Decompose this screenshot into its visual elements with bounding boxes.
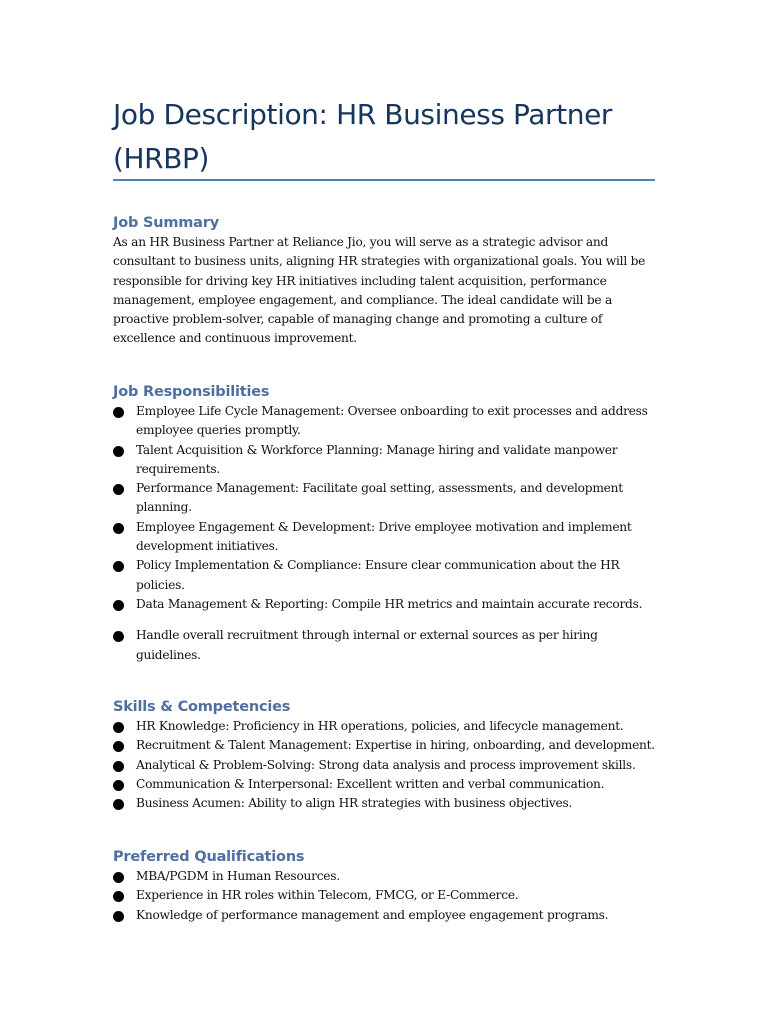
title-underline (113, 179, 655, 181)
job-summary-heading: Job Summary (113, 215, 219, 231)
skills-list (113, 717, 655, 813)
list-item: MBA/PGDM in Human Resources. (113, 867, 655, 886)
bullet-icon (113, 631, 124, 642)
bullet-icon (113, 407, 124, 418)
bullet-icon (113, 891, 124, 902)
list-item: Analytical & Problem-Solving: Strong data analysis and process improvement skills. (113, 756, 655, 775)
qualifications-list (113, 867, 655, 925)
list-item: Knowledge of performance management and employee engagement programs. (113, 906, 655, 925)
bullet-icon (113, 523, 124, 534)
bullet-icon (113, 446, 124, 457)
list-item: Communication & Interpersonal: Excellent written and verbal communication. (113, 775, 655, 794)
qualifications-heading: Preferred Qualifications (113, 849, 305, 865)
skills-section (113, 697, 655, 813)
list-item: Data Management & Reporting: Compile HR metrics and maintain accurate records. (113, 595, 655, 614)
list-item: Business Acumen: Ability to align HR strategies with business objectives. (113, 794, 655, 813)
list-item: Employee Life Cycle Management: Oversee onboarding to exit processes and address employee queries promptly. (113, 402, 655, 441)
list-item: Recruitment & Talent Management: Expertise in hiring, onboarding, and development. (113, 736, 655, 755)
bullet-icon (113, 561, 124, 572)
skills-heading: Skills & Competencies (113, 699, 291, 715)
list-item: HR Knowledge: Proficiency in HR operations, policies, and lifecycle management. (113, 717, 655, 736)
list-item: Experience in HR roles within Telecom, FMCG, or E-Commerce. (113, 886, 655, 905)
bullet-icon (113, 872, 124, 883)
job-responsibilities-list (113, 402, 655, 665)
list-item: Handle overall recruitment through internal or external sources as per hiring guidelines. (113, 626, 655, 665)
list-item: Performance Management: Facilitate goal setting, assessments, and development planning. (113, 479, 655, 518)
bullet-icon (113, 911, 124, 922)
list-item: Employee Engagement & Development: Drive employee motivation and implement development initiatives. (113, 518, 655, 557)
document-title: Job Description: HR Business Partner (HRBP) (113, 98, 613, 175)
bullet-icon (113, 780, 124, 791)
bullet-icon (113, 722, 124, 733)
bullet-icon (113, 741, 124, 752)
list-item: Policy Implementation & Compliance: Ensure clear communication about the HR policies. (113, 556, 655, 595)
bullet-icon (113, 484, 124, 495)
bullet-icon (113, 600, 124, 611)
bullet-icon (113, 799, 124, 810)
job-summary-text: As an HR Business Partner at Reliance Jio, you will serve as a strategic advisor and consultant to business units, aligning HR strategies with organizational goals. You will be responsible for driving key HR initiatives including talent acquisition, performance management, employee engagement, and compliance. The ideal candidate will be a proactive problem-solver, capable of managing change and promoting a culture of excellence and continuous improvement. (113, 235, 646, 346)
job-responsibilities-heading: Job Responsibilities (113, 384, 270, 400)
job-summary-section (113, 213, 655, 349)
qualifications-section (113, 847, 655, 925)
list-item: Talent Acquisition & Workforce Planning: Manage hiring and validate manpower requirements. (113, 441, 655, 480)
job-responsibilities-section (113, 382, 655, 665)
bullet-icon (113, 761, 124, 772)
